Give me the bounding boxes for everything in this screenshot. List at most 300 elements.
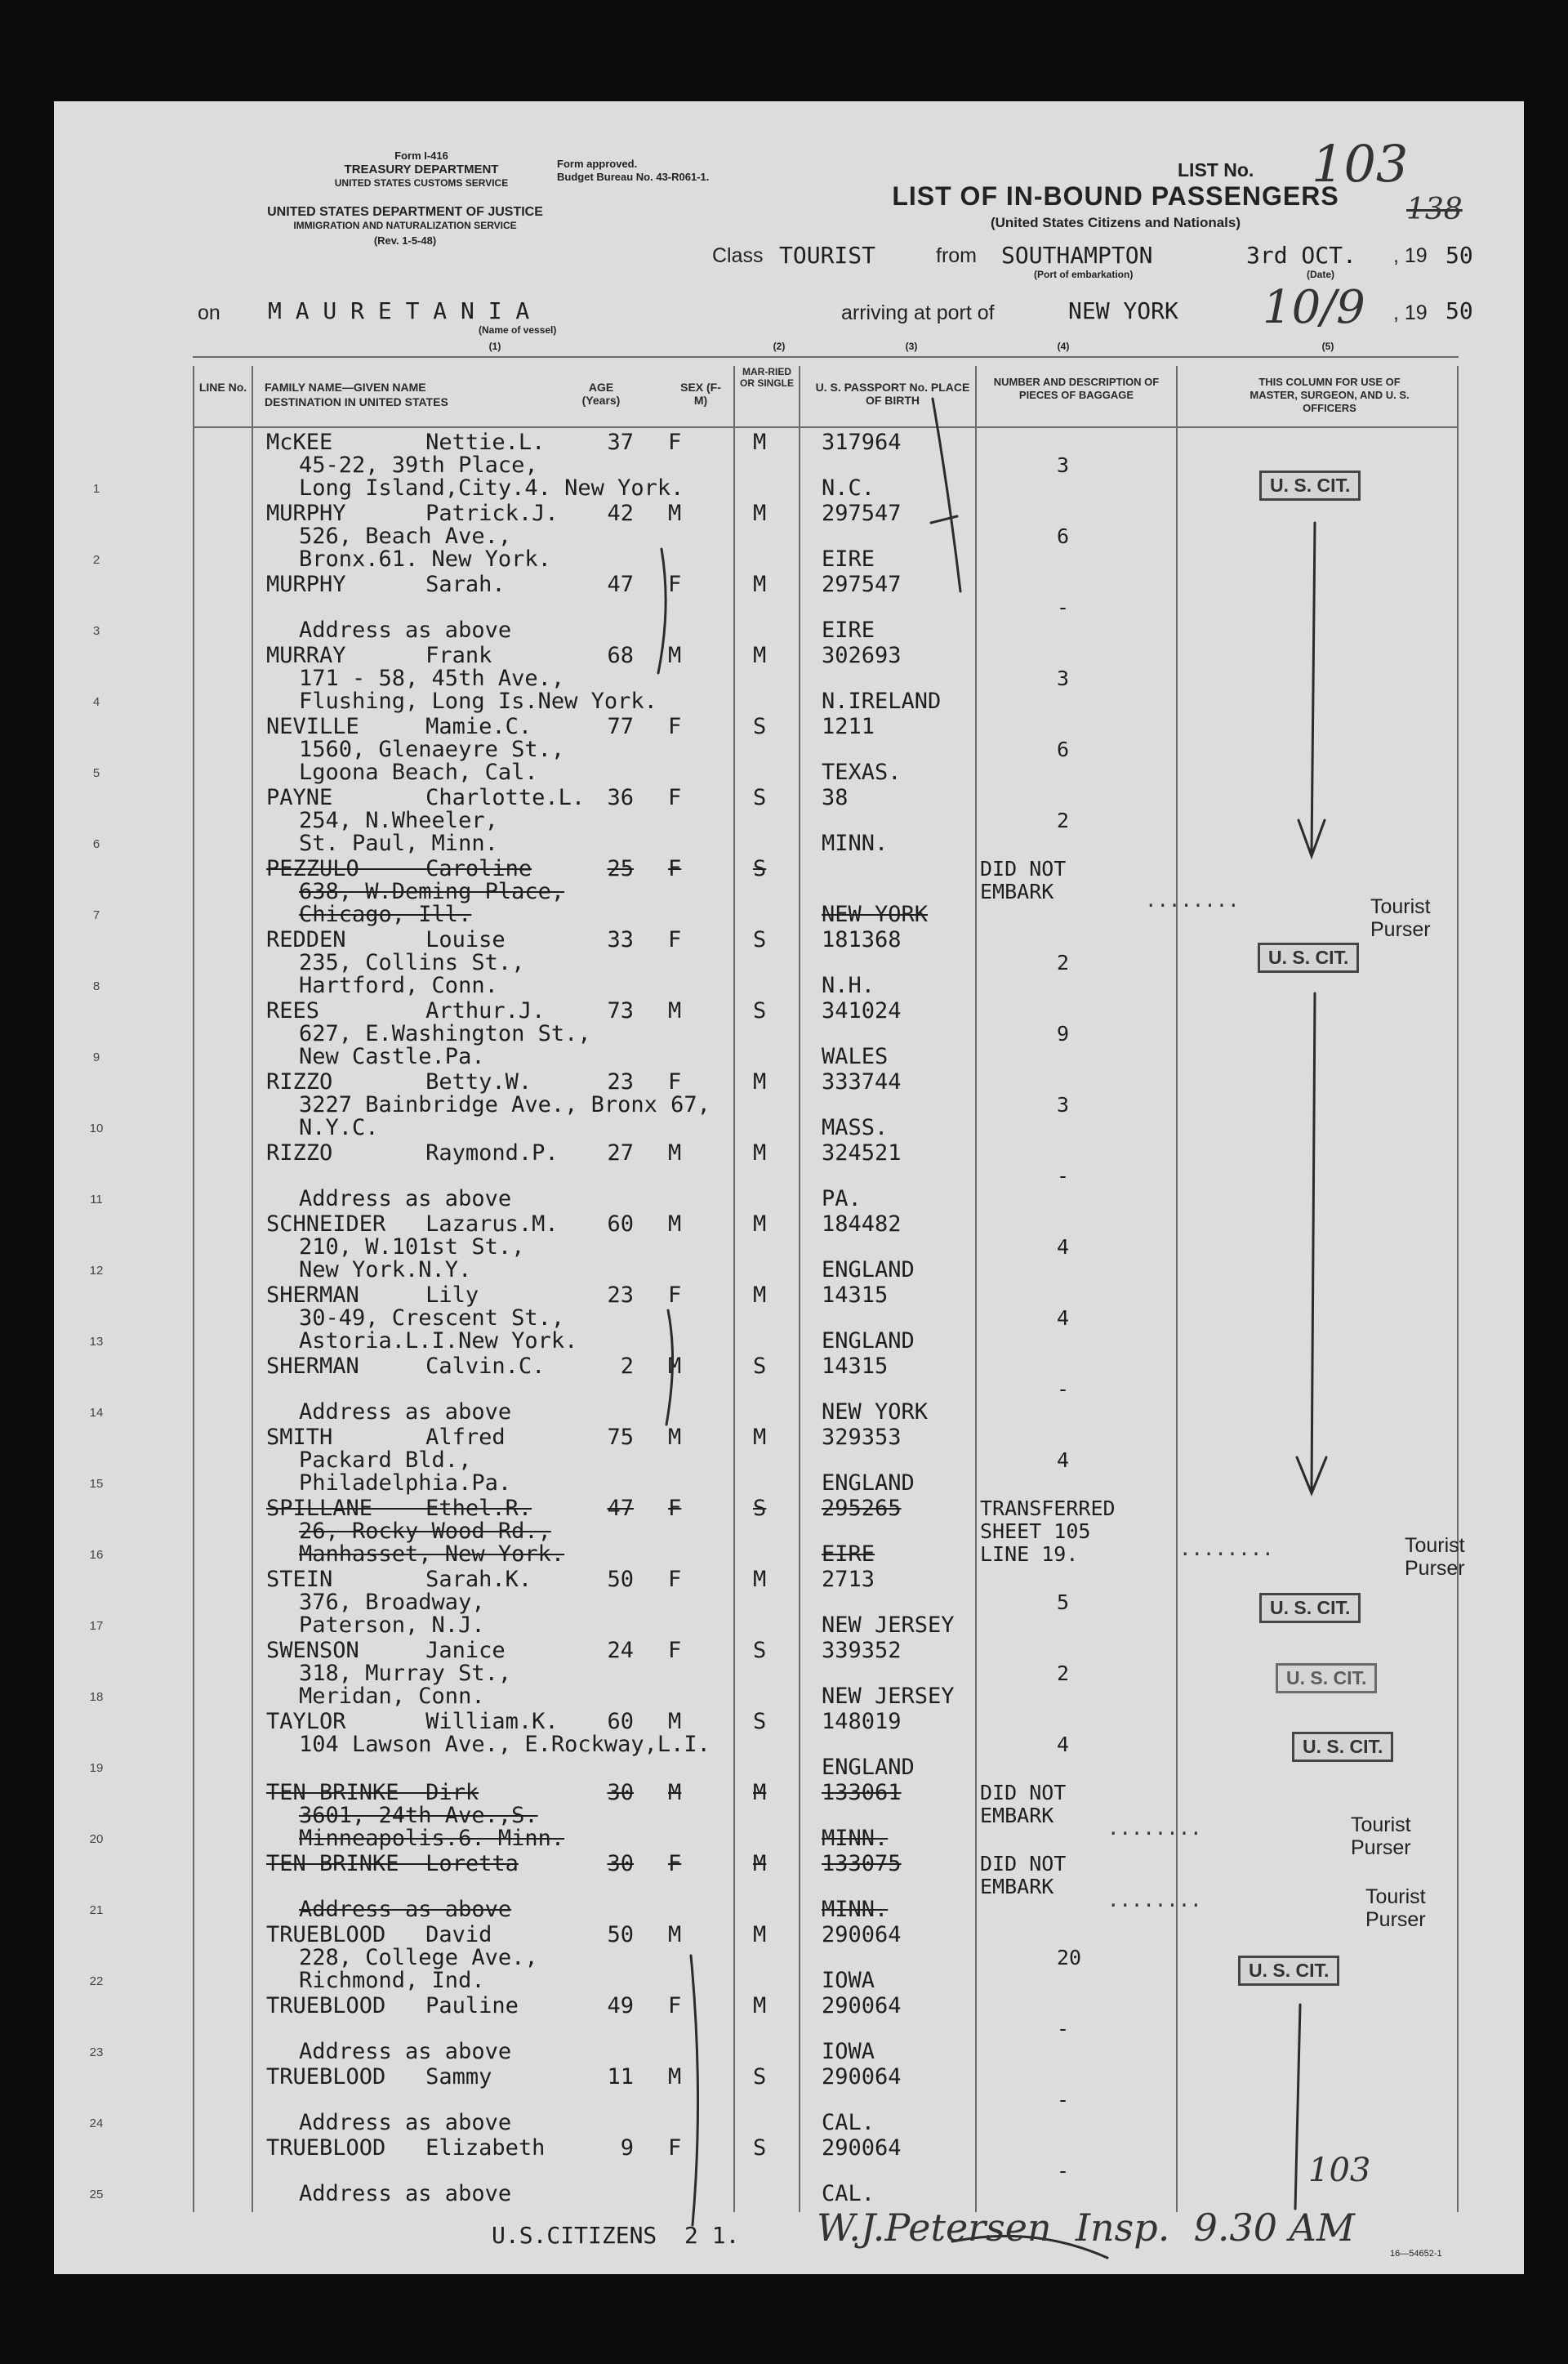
col-num-3: (3) (905, 341, 918, 352)
address-line-1: 26, Rocky Wood Rd., (299, 1519, 551, 1544)
passenger-age: 50 (607, 1567, 634, 1592)
marital-status: S (753, 998, 767, 1024)
marital-status: S (753, 2064, 767, 2090)
passenger-sex: M (668, 1922, 682, 1947)
address-line-1: 318, Murray St., (299, 1661, 512, 1686)
passenger-age: 42 (607, 501, 634, 526)
place-of-birth: PA. (822, 1186, 862, 1211)
marital-status: M (753, 501, 767, 526)
place-of-birth: TEXAS. (822, 760, 902, 785)
col-header-sex: SEX (F-M) (680, 381, 721, 407)
baggage-count: - (1057, 2017, 1070, 2041)
passenger-name: RIZZO Betty.W. (266, 1069, 532, 1095)
address-line-2: New Castle.Pa. (299, 1044, 485, 1069)
marital-status: S (753, 927, 767, 952)
passenger-name: MURPHY Patrick.J. (266, 501, 559, 526)
passport-number: 324521 (822, 1140, 902, 1166)
passenger-sex: M (668, 1425, 682, 1450)
inspector-signature: W.J.Petersen Insp. 9.30 AM (817, 2206, 1355, 2250)
line-number: 15 (89, 1477, 104, 1491)
marital-status: M (753, 1211, 767, 1237)
passenger-sex: M (668, 501, 682, 526)
address-line-2: Philadelphia.Pa. (299, 1470, 512, 1496)
line-number: 16 (89, 1548, 104, 1562)
baggage-count: 4 (1057, 1448, 1070, 1472)
address-line-1: 30-49, Crescent St., (299, 1305, 565, 1331)
line-number: 23 (89, 2045, 104, 2059)
list-subtitle: (United States Citizens and Nationals) (990, 215, 1241, 230)
place-of-birth: EIRE (822, 618, 875, 643)
list-no-label: LIST No. (1178, 159, 1254, 181)
passport-number: 2713 (822, 1567, 875, 1592)
line-number: 22 (89, 1974, 104, 1988)
passenger-age: 68 (607, 643, 634, 668)
address-line-1: 376, Broadway, (299, 1590, 485, 1615)
customs-service: UNITED STATES CUSTOMS SERVICE (334, 177, 509, 189)
place-of-birth: MINN. (822, 831, 889, 856)
treasury-dept: TREASURY DEPARTMENT (344, 163, 499, 176)
baggage-count: 5 (1057, 1590, 1070, 1614)
address-line-2: Manhasset, New York. (299, 1541, 565, 1567)
margin-list-no: 103 (1308, 2152, 1371, 2189)
col-num-2: (2) (773, 341, 786, 352)
marital-status: S (753, 1496, 767, 1521)
tourist-purser-note: Tourist Purser (1405, 1534, 1465, 1580)
citizens-total: U.S.CITIZENS 2 1. (492, 2222, 740, 2249)
marital-status: M (753, 572, 767, 597)
place-of-birth: N.H. (822, 973, 875, 998)
baggage-count: 6 (1057, 738, 1070, 761)
passenger-sex: F (668, 1069, 682, 1095)
col-header-passport: U. S. PASSPORT No. PLACE OF BIRTH (815, 381, 970, 407)
place-of-birth: ENGLAND (822, 1328, 915, 1354)
list-no-handwritten: 103 (1312, 134, 1409, 194)
passport-number: 133061 (822, 1780, 902, 1805)
table-top-rule (193, 356, 1459, 358)
passport-number: 38 (822, 785, 849, 810)
manifest-sheet (54, 101, 1524, 2274)
passenger-age: 30 (607, 1851, 634, 1876)
header-bottom-rule (193, 426, 1459, 428)
address-line-2: Address as above (299, 1399, 512, 1425)
line-number: 20 (89, 1832, 104, 1846)
address-line-2: Bronx.61. New York. (299, 546, 551, 572)
passport-number: 148019 (822, 1709, 902, 1734)
table-row (54, 2066, 1524, 2137)
year-prefix-2: , 19 (1393, 301, 1428, 324)
passport-number: 317964 (822, 430, 902, 455)
baggage-count: DID NOT EMBARK (980, 1852, 1067, 1898)
col-header-destination: DESTINATION IN UNITED STATES (265, 395, 448, 408)
table-row (54, 1497, 1524, 1568)
passenger-sex: F (668, 2135, 682, 2161)
arriving-label: arriving at port of (841, 301, 995, 324)
passport-number: 333744 (822, 1069, 902, 1095)
col-header-baggage: NUMBER AND DESCRIPTION OF PIECES OF BAGGAGE (993, 376, 1160, 401)
address-line-2: Meridan, Conn. (299, 1684, 485, 1709)
us-cit-stamp: U. S. CIT. (1238, 1956, 1339, 1986)
passenger-age: 2 (620, 1354, 634, 1379)
address-line-1: 3601, 24th Ave.,S. (299, 1803, 538, 1828)
line-number: 4 (92, 695, 100, 709)
marital-status: M (753, 1922, 767, 1947)
table-row (54, 1782, 1524, 1853)
us-cit-stamp: U. S. CIT. (1259, 471, 1361, 501)
passenger-name: PEZZULO Caroline (266, 856, 532, 881)
baggage-count: 4 (1057, 1733, 1070, 1756)
passenger-age: 30 (607, 1780, 634, 1805)
passenger-name: REDDEN Louise (266, 927, 506, 952)
line-number: 11 (90, 1193, 103, 1207)
marital-status: S (753, 856, 767, 881)
from-label: from (936, 244, 977, 267)
passenger-age: 23 (607, 1069, 634, 1095)
table-row (54, 1142, 1524, 1213)
passenger-age: 49 (607, 1993, 634, 2018)
address-line-1: 638, W.Deming Place, (299, 879, 565, 904)
embark-date: 3rd OCT. (1246, 242, 1356, 269)
us-cit-stamp: U. S. CIT. (1258, 943, 1359, 973)
baggage-count: 20 (1057, 1946, 1082, 1969)
passenger-age: 27 (607, 1140, 634, 1166)
passenger-age: 37 (607, 430, 634, 455)
passenger-sex: F (668, 785, 682, 810)
passenger-age: 47 (607, 572, 634, 597)
list-title: LIST OF IN-BOUND PASSENGERS (892, 181, 1339, 211)
passenger-age: 23 (607, 1282, 634, 1308)
passenger-name: TRUEBLOOD Sammy (266, 2064, 492, 2090)
baggage-count: - (1057, 2088, 1070, 2112)
passenger-age: 77 (607, 714, 634, 739)
passenger-name: NEVILLE Mamie.C. (266, 714, 532, 739)
passenger-sex: M (668, 2064, 682, 2090)
marital-status: M (753, 1851, 767, 1876)
baggage-count: DID NOT EMBARK (980, 1781, 1067, 1827)
passenger-name: SWENSON Janice (266, 1638, 506, 1663)
table-row (54, 1284, 1524, 1355)
table-row (54, 1000, 1524, 1071)
purser-dots: ........ (1107, 1817, 1202, 1840)
passenger-sex: F (668, 1993, 682, 2018)
passport-number: 14315 (822, 1282, 889, 1308)
line-number: 12 (89, 1264, 104, 1278)
passenger-name: SPILLANE Ethel.R. (266, 1496, 532, 1521)
passenger-sex: M (668, 1780, 682, 1805)
passenger-age: 50 (607, 1922, 634, 1947)
year-1: 50 (1446, 242, 1473, 269)
marital-status: M (753, 1140, 767, 1166)
address-line-1: 627, E.Washington St., (299, 1021, 591, 1046)
passenger-name: TEN BRINKE Loretta (266, 1851, 519, 1876)
list-no-struck: 138 (1406, 193, 1463, 226)
marital-status: S (753, 1638, 767, 1663)
table-row (54, 1995, 1524, 2066)
place-of-birth: CAL. (822, 2110, 875, 2135)
justice-dept: UNITED STATES DEPARTMENT OF JUSTICE (267, 205, 543, 219)
address-line-1: 228, College Ave., (299, 1945, 538, 1970)
passenger-age: 73 (607, 998, 634, 1024)
passenger-sex: F (668, 1567, 682, 1592)
address-line-2: Address as above (299, 1897, 512, 1922)
passenger-age: 60 (607, 1211, 634, 1237)
passenger-name: McKEE Nettie.L. (266, 430, 546, 455)
line-number: 1 (92, 482, 100, 496)
line-number: 19 (89, 1761, 104, 1775)
passenger-sex: F (668, 1638, 682, 1663)
form-approved: Form approved. (557, 158, 638, 170)
passport-number: 14315 (822, 1354, 889, 1379)
passenger-sex: F (668, 1496, 682, 1521)
marital-status: M (753, 1069, 767, 1095)
address-line-2: Long Island,City.4. New York. (299, 475, 684, 501)
port-note: (Port of embarkation) (1034, 269, 1134, 280)
line-number: 7 (92, 908, 100, 922)
line-number: 21 (89, 1903, 104, 1917)
address-line-1: 526, Beach Ave., (299, 524, 512, 549)
address-line-2: Lgoona Beach, Cal. (299, 760, 538, 785)
baggage-count: 4 (1057, 1235, 1070, 1259)
place-of-birth: MINN. (822, 1826, 889, 1851)
col-header-officers: THIS COLUMN FOR USE OF MASTER, SURGEON, AND U. S. OFFICERS (1250, 376, 1410, 414)
passport-number: 297547 (822, 572, 902, 597)
baggage-count: 3 (1057, 667, 1070, 690)
table-row (54, 1071, 1524, 1142)
address-line-2: Flushing, Long Is.New York. (299, 689, 657, 714)
place-of-birth: IOWA (822, 2039, 875, 2064)
year-prefix-1: , 19 (1393, 244, 1428, 267)
passenger-name: TEN BRINKE Dirk (266, 1780, 479, 1805)
baggage-count: - (1057, 2159, 1070, 2183)
baggage-count: 2 (1057, 951, 1070, 975)
marital-status: S (753, 714, 767, 739)
col-header-name: FAMILY NAME—GIVEN NAME (265, 381, 426, 394)
passenger-age: 36 (607, 785, 634, 810)
address-line-1: 104 Lawson Ave., E.Rockway,L.I. (299, 1732, 710, 1757)
marital-status: S (753, 2135, 767, 2161)
us-cit-stamp: U. S. CIT. (1292, 1732, 1393, 1762)
year-2: 50 (1446, 297, 1473, 324)
form-number: Form I-416 (394, 149, 448, 162)
passenger-sex: F (668, 430, 682, 455)
place-of-birth: EIRE (822, 1541, 875, 1567)
arrival-date: 10/9 (1263, 281, 1365, 334)
address-line-2: Minneapolis.6. Minn. (299, 1826, 565, 1851)
marital-status: S (753, 1354, 767, 1379)
baggage-count: 2 (1057, 809, 1070, 832)
class-label: Class (712, 244, 764, 267)
passenger-age: 47 (607, 1496, 634, 1521)
place-of-birth: ENGLAND (822, 1470, 915, 1496)
baggage-count: 4 (1057, 1306, 1070, 1330)
address-line-2: Hartford, Conn. (299, 973, 498, 998)
passenger-name: SMITH Alfred (266, 1425, 506, 1450)
address-line-2: Richmond, Ind. (299, 1968, 485, 1993)
passport-number: 290064 (822, 2064, 902, 2090)
tourist-purser-note: Tourist Purser (1370, 895, 1431, 941)
address-line-2: Address as above (299, 2039, 512, 2064)
passenger-age: 9 (620, 2135, 634, 2161)
place-of-birth: IOWA (822, 1968, 875, 1993)
passenger-sex: M (668, 643, 682, 668)
class-value: TOURIST (779, 242, 876, 269)
place-of-birth: MASS. (822, 1115, 889, 1140)
passenger-name: MURPHY Sarah. (266, 572, 506, 597)
address-line-2: Address as above (299, 618, 512, 643)
arrival-port: NEW YORK (1068, 297, 1178, 324)
place-of-birth: WALES (822, 1044, 889, 1069)
passenger-name: PAYNE Charlotte.L. (266, 785, 586, 810)
us-cit-stamp: U. S. CIT. (1259, 1593, 1361, 1623)
vessel-name: M A U R E T A N I A (268, 297, 530, 324)
place-of-birth: MINN. (822, 1897, 889, 1922)
form-revision: (Rev. 1-5-48) (373, 234, 437, 247)
passport-number: 329353 (822, 1425, 902, 1450)
passenger-name: SCHNEIDER Lazarus.M. (266, 1211, 559, 1237)
passenger-name: SHERMAN Calvin.C. (266, 1354, 546, 1379)
marital-status: M (753, 1282, 767, 1308)
passenger-sex: M (668, 1140, 682, 1166)
passport-number: 297547 (822, 501, 902, 526)
tourist-purser-note: Tourist Purser (1351, 1813, 1411, 1859)
marital-status: M (753, 1993, 767, 2018)
table-row (54, 573, 1524, 645)
place-of-birth: N.IRELAND (822, 689, 942, 714)
passenger-age: 60 (607, 1709, 634, 1734)
purser-dots: ........ (1107, 1889, 1202, 1911)
passenger-sex: M (668, 998, 682, 1024)
embark-port: SOUTHAMPTON (1001, 242, 1153, 269)
place-of-birth: N.C. (822, 475, 875, 501)
passenger-sex: F (668, 856, 682, 881)
us-cit-stamp: U. S. CIT. (1276, 1663, 1377, 1693)
passenger-sex: F (668, 714, 682, 739)
passenger-sex: F (668, 572, 682, 597)
passenger-name: TAYLOR William.K. (266, 1709, 559, 1734)
address-line-2: Astoria.L.I.New York. (299, 1328, 578, 1354)
print-code: 16—54652-1 (1390, 2249, 1442, 2259)
passport-number: 339352 (822, 1638, 902, 1663)
address-line-2: Chicago, Ill. (299, 902, 472, 927)
place-of-birth: CAL. (822, 2181, 875, 2206)
address-line-1: 254, N.Wheeler, (299, 808, 498, 833)
passenger-age: 33 (607, 927, 634, 952)
passport-number: 1211 (822, 714, 875, 739)
baggage-count: 3 (1057, 453, 1070, 477)
on-label: on (198, 301, 220, 324)
passport-number: 181368 (822, 927, 902, 952)
line-number: 13 (89, 1335, 104, 1349)
passport-number: 290064 (822, 1922, 902, 1947)
vessel-note: (Name of vessel) (479, 324, 557, 336)
date-note: (Date) (1307, 269, 1335, 280)
line-number: 5 (92, 766, 100, 780)
passenger-sex: M (668, 1211, 682, 1237)
baggage-count: 6 (1057, 524, 1070, 548)
line-number: 6 (92, 837, 100, 851)
place-of-birth: NEW JERSEY (822, 1612, 955, 1638)
table-row (54, 716, 1524, 787)
passenger-sex: M (668, 1709, 682, 1734)
table-row (54, 502, 1524, 573)
place-of-birth: EIRE (822, 546, 875, 572)
tourist-purser-note: Tourist Purser (1365, 1885, 1426, 1931)
passenger-name: RIZZO Raymond.P. (266, 1140, 559, 1166)
passenger-name: MURRAY Frank (266, 643, 492, 668)
passenger-name: TRUEBLOOD Pauline (266, 1993, 519, 2018)
table-row (54, 787, 1524, 858)
col-header-married: MAR-RIED OR SINGLE (740, 366, 795, 389)
budget-bureau: Budget Bureau No. 43-R061-1. (557, 171, 710, 183)
table-row (54, 2137, 1524, 2208)
address-line-2: St. Paul, Minn. (299, 831, 498, 856)
marital-status: S (753, 1709, 767, 1734)
passenger-sex: F (668, 927, 682, 952)
place-of-birth: NEW JERSEY (822, 1684, 955, 1709)
address-line-2: New York.N.Y. (299, 1257, 472, 1282)
col-num-4: (4) (1057, 341, 1070, 352)
table-row (54, 1426, 1524, 1497)
line-number: 9 (92, 1050, 100, 1064)
baggage-count: - (1057, 595, 1070, 619)
line-number: 10 (89, 1122, 104, 1135)
marital-status: M (753, 1780, 767, 1805)
place-of-birth: ENGLAND (822, 1257, 915, 1282)
baggage-count: 3 (1057, 1093, 1070, 1117)
col-num-1: (1) (488, 341, 501, 352)
passport-number: 302693 (822, 643, 902, 668)
table-row (54, 1853, 1524, 1924)
marital-status: M (753, 1425, 767, 1450)
col-header-age: AGE (Years) (581, 381, 621, 407)
passport-number: 290064 (822, 1993, 902, 2018)
marital-status: M (753, 430, 767, 455)
address-line-1: 3227 Bainbridge Ave., Bronx 67, (299, 1092, 710, 1117)
address-line-1: 45-22, 39th Place, (299, 453, 538, 478)
table-row (54, 858, 1524, 929)
passenger-name: SHERMAN Lily (266, 1282, 479, 1308)
address-line-2: Address as above (299, 1186, 512, 1211)
passenger-sex: F (668, 1851, 682, 1876)
ins-service: IMMIGRATION AND NATURALIZATION SERVICE (293, 220, 517, 231)
line-number: 18 (89, 1690, 104, 1704)
line-number: 14 (89, 1406, 104, 1420)
passenger-age: 24 (607, 1638, 634, 1663)
place-of-birth: ENGLAND (822, 1755, 915, 1780)
line-number: 25 (89, 2188, 104, 2201)
passenger-age: 11 (607, 2064, 634, 2090)
baggage-count: 9 (1057, 1022, 1070, 1046)
address-line-2: Address as above (299, 2110, 512, 2135)
line-number: 17 (89, 1619, 104, 1633)
baggage-count: TRANSFERRED SHEET 105 LINE 19. (980, 1496, 1116, 1566)
line-number: 2 (92, 553, 100, 567)
address-line-2: Address as above (299, 2181, 512, 2206)
passenger-name: TRUEBLOOD David (266, 1922, 492, 1947)
address-line-1: 171 - 58, 45th Ave., (299, 666, 565, 691)
line-number: 8 (92, 979, 100, 993)
passenger-name: REES Arthur.J. (266, 998, 546, 1024)
col-num-5: (5) (1321, 341, 1334, 352)
col-header-line: LINE No. (198, 381, 247, 394)
passport-number: 133075 (822, 1851, 902, 1876)
baggage-count: DID NOT EMBARK (980, 857, 1067, 903)
passport-number: 341024 (822, 998, 902, 1024)
table-row (54, 1355, 1524, 1426)
passport-number: 295265 (822, 1496, 902, 1521)
passenger-name: STEIN Sarah.K. (266, 1567, 532, 1592)
purser-dots: ........ (1145, 889, 1240, 912)
purser-dots: ........ (1179, 1537, 1274, 1560)
